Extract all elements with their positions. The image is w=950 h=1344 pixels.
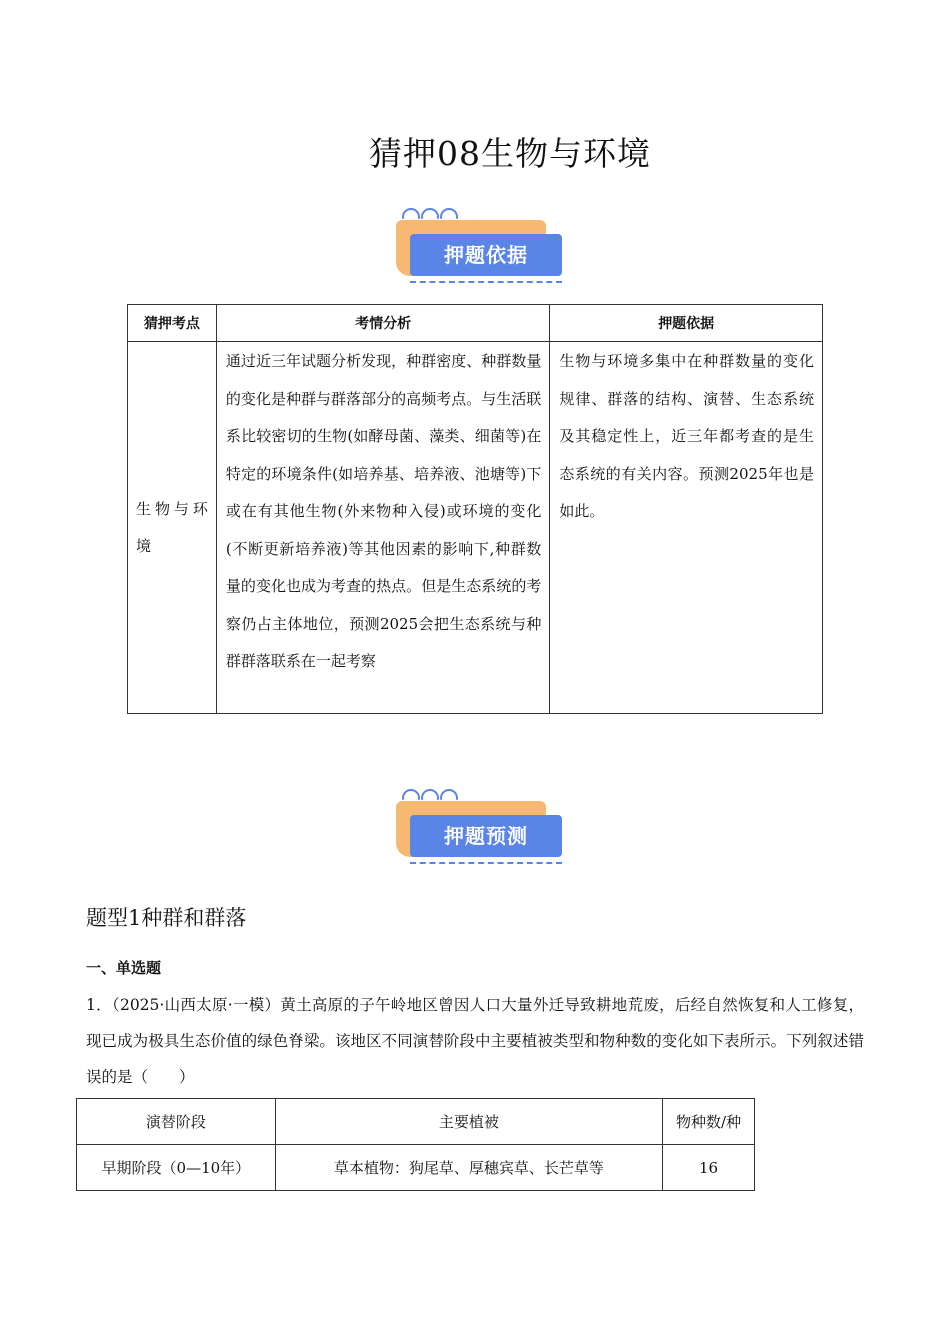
question-text: 1．（2025·山西太原·一模）黄土高原的子午岭地区曾因人口大量外迁导致耕地荒废，后经自然恢复和人工修复，现已成为极具生态价值的绿色脊梁。该地区不同演替阶段中主要植被类型和物种数的变化如下表所示。下列叙述错误的是（ ）: [86, 996, 864, 1086]
table-header-row: [128, 305, 823, 342]
header-species: 物种数/种: [663, 1099, 755, 1145]
badge-label: 押题预测: [410, 815, 562, 857]
page-title: 猜押08生物与环境: [369, 134, 651, 173]
header-analysis: 考情分析: [216, 305, 549, 342]
cell-basis: 生物与环境多集中在种群数量的变化规律、群落的结构、演替、生态系统及其稳定性上，近三年都考查的是生态系统的有关内容。预测2025年也是如此。: [550, 342, 823, 714]
header-stage: 演替阶段: [77, 1099, 276, 1145]
badge-dash-line: [410, 862, 562, 864]
header-vegetation: 主要植被: [275, 1099, 662, 1145]
cell-topic: 生物与环境: [128, 342, 217, 714]
section-title: 题型1种群和群落: [86, 906, 247, 930]
basis-badge: [396, 204, 566, 286]
header-topic: 猜押考点: [128, 305, 217, 342]
badge-dash-line: [410, 281, 562, 283]
cell-species: 16: [663, 1145, 755, 1191]
basis-table: [127, 304, 823, 714]
cell-vegetation: 草本植物：狗尾草、厚穗宾草、长芒草等: [275, 1145, 662, 1191]
table-header-row: [77, 1099, 755, 1145]
header-basis: 押题依据: [550, 305, 823, 342]
cell-analysis: 通过近三年试题分析发现，种群密度、种群数量的变化是种群与群落部分的高频考点。与生活联系比较密切的生物(如酵母菌、藻类、细菌等)在特定的环境条件(如培养基、培养液、池塘等)下或在有其他生物(外来物种入侵)或环境的变化(不断更新培养液)等其他因素的影响下,种群数量的变化也成为考查的热点。但是生态系统的考察仍占主体地位，预测2025会把生态系统与种群群落联系在一起考察: [216, 342, 549, 714]
table-row: [77, 1145, 755, 1191]
cell-stage: 早期阶段（0—10年）: [77, 1145, 276, 1191]
subsection-title: 一、单选题: [86, 959, 162, 977]
succession-table: [76, 1098, 755, 1191]
table-row: [128, 342, 823, 714]
badge-label: 押题依据: [410, 234, 562, 276]
prediction-badge: [396, 785, 566, 867]
